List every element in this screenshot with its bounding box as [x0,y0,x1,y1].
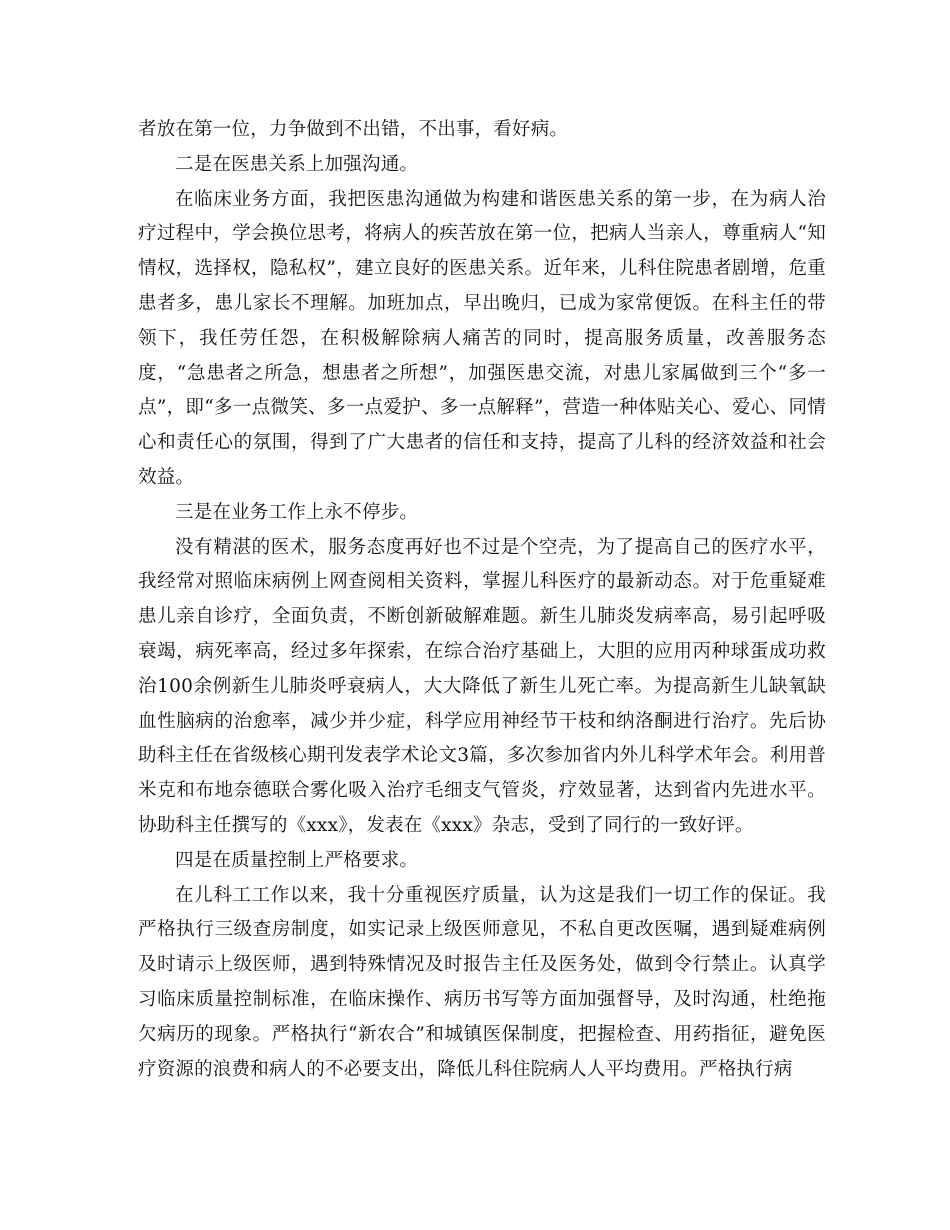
section-heading-communication: 二是在医患关系上加强沟通。 [175,153,419,175]
document-body [138,113,826,1087]
section-heading-quality: 四是在质量控制上严格要求。 [175,849,419,871]
section-heading-professional: 三是在业务工作上永不停步。 [175,501,419,523]
paragraph-quality: 在儿科工工作以来，我十分重视医疗质量，认为这是我们一切工作的保证。我严格执行三级查房制度，如实记录上级医师意见，不私自更改医嘱，遇到疑难病例及时请示上级医师，遇到特殊情况及时报告主任及医务处，做到令行禁止。认真学习临床质量控制标准，在临床操作、病历书写等方面加强督导，及时沟通，杜绝拖欠病历的现象。严格执行“新农合”和城镇医保制度，把握检查、用药指征，避免医疗资源的浪费和病人的不必要支出，降低儿科住院病人人平均费用。严格执行病 [138,884,826,1080]
paragraph-continuation: 者放在第一位，力争做到不出错，不出事，看好病。 [138,119,569,140]
paragraph-professional: 没有精湛的医术，服务态度再好也不过是个空壳，为了提高自己的医疗水平，我经常对照临床病例上网查阅相关资料，掌握儿科医疗的最新动态。对于危重疑难患儿亲自诊疗，全面负责，不断创新破解难题。新生儿肺炎发病率高，易引起呼吸衰竭，病死率高，经过多年探索，在综合治疗基础上，大胆的应用丙种球蛋成功救治100余例新生儿肺炎呼衰病人，大大降低了新生儿死亡率。为提高新生儿缺氧缺血性脑病的治愈率，减少并少症，科学应用神经节干枝和纳洛酮进行治疗。先后协助科主任在省级核心期刊发表学术论文3篇，多次参加省内外儿科学术年会。利用普米克和布地奈德联合雾化吸入治疗毛细支气管炎，疗效显著，达到省内先进水平。协助科主任撰写的《xxx》，发表在《xxx》杂志，受到了同行的一致好评。 [138,536,826,836]
paragraph-communication: 在临床业务方面，我把医患沟通做为构建和谐医患关系的第一步，在为病人治疗过程中，学会换位思考，将病人的疾苦放在第一位，把病人当亲人，尊重病人“知情权，选择权，隐私权”，建立良好的医患关系。近年来，儿科住院患者剧增，危重患者多，患儿家长不理解。加班加点，早出晚归，已成为家常便饭。在科主任的带领下，我任劳任怨，在积极解除病人痛苦的同时，提高服务质量，改善服务态度，“急患者之所急，想患者之所想”，加强医患交流，对患儿家属做到三个“多一点”，即“多一点微笑、多一点爱护、多一点解释”，营造一种体贴关心、爱心、同情心和责任心的氛围，得到了广大患者的信任和支持，提高了儿科的经济效益和社会效益。 [138,188,826,488]
